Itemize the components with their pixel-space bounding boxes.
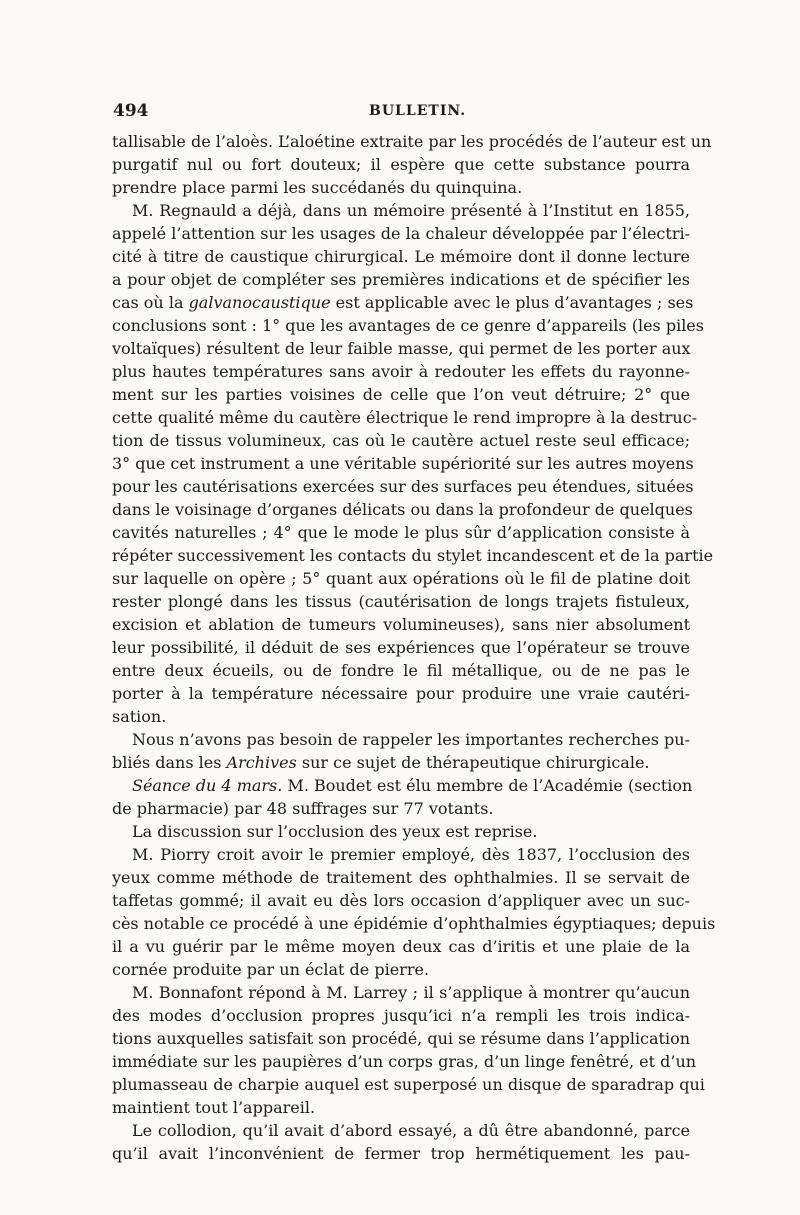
text-line: pour les cautérisations exercées sur des surfaces peu étendues, situées — [112, 477, 694, 496]
text-line: sur laquelle on opère ; 5° quant aux opérations où le fil de platine doit — [112, 569, 690, 588]
text-line: répéter successivement les contacts du stylet incandescent et de la partie — [112, 546, 714, 565]
text-line: cès notable ce procédé à une épidémie d’ophthalmies égyptiaques; depuis — [112, 914, 716, 933]
text-line: cette qualité même du cautère électrique le rend impropre à la destruc- — [112, 408, 698, 427]
text-line: M. Regnauld a déjà, dans un mémoire présenté à l’Institut en 1855, — [132, 201, 690, 220]
text-line: des modes d’occlusion propres jusqu’ici n’a rempli les trois indica- — [112, 1006, 690, 1025]
italic-text: Archives — [226, 753, 297, 772]
text-line: leur possibilité, il déduit de ses expériences que l’opérateur se trouve — [112, 638, 690, 657]
text-line: plumasseau de charpie auquel est superposé un disque de sparadrap qui — [112, 1075, 705, 1094]
text-line: Nous n’avons pas besoin de rappeler les importantes recherches pu- — [132, 730, 690, 749]
text-line: excision et ablation de tumeurs volumineuses), sans nier absolument — [112, 615, 690, 634]
italic-text: Séance du 4 mars. — [132, 776, 283, 795]
text-segment: bliés dans les — [112, 753, 227, 772]
text-line: il a vu guérir par le même moyen deux cas d’iritis et une plaie de la — [112, 937, 690, 956]
text-line: a pour objet de compléter ses premières indications et de spécifier les — [112, 270, 690, 289]
text-line: dans le voisinage d’organes délicats ou dans la profondeur de quelques — [112, 500, 693, 519]
text-line: entre deux écueils, ou de fondre le fil métallique, ou de ne pas le — [112, 661, 690, 680]
text-segment: M. Boudet est élu membre de l’Académie (section — [282, 776, 693, 795]
text-line: La discussion sur l’occlusion des yeux est reprise. — [132, 822, 538, 841]
text-line: voltaïques) résultent de leur faible masse, qui permet de les porter aux — [112, 339, 691, 358]
text-segment: est applicable avec le plus d’avantages ; ses — [330, 293, 694, 312]
text-line: tions auxquelles satisfait son procédé, qui se résume dans l’application — [112, 1029, 691, 1048]
text-line: sation. — [112, 707, 167, 726]
running-title: BULLETIN. — [369, 103, 467, 119]
text-line — [112, 774, 693, 797]
text-line: appelé l’attention sur les usages de la chaleur développée par l’électri- — [112, 224, 690, 243]
page-number: 494 — [113, 101, 149, 121]
text-line: 3° que cet instrument a une véritable supériorité sur les autres moyens — [112, 454, 694, 473]
text-line: prendre place parmi les succédanés du quinquina. — [112, 178, 523, 197]
text-line: purgatif nul ou fort douteux; il espère que cette substance pourra — [112, 155, 690, 174]
text-line: tallisable de l’aloès. L’aloétine extraite par les procédés de l’auteur est un — [112, 132, 712, 151]
text-segment: cas où la — [112, 293, 189, 312]
italic-text: galvanocaustique — [188, 293, 331, 312]
text-line: M. Piorry croit avoir le premier employé, dès 1837, l’occlusion des — [132, 845, 690, 864]
text-line: conclusions sont : 1° que les avantages de ce genre d’appareils (les piles — [112, 316, 704, 335]
page-header — [113, 101, 688, 125]
text-line: cavités naturelles ; 4° que le mode le plus sûr d’application consiste à — [112, 523, 690, 542]
text-line: immédiate sur les paupières d’un corps gras, d’un linge fenêtré, et d’un — [112, 1052, 697, 1071]
text-segment: sur ce sujet de thérapeutique chirurgicale. — [296, 753, 650, 772]
body-text — [112, 130, 716, 1165]
text-line: plus hautes températures sans avoir à redouter les effets du rayonne- — [112, 362, 690, 381]
text-line: M. Bonnafont répond à M. Larrey ; il s’applique à montrer qu’aucun — [132, 983, 690, 1002]
text-line: porter à la température nécessaire pour produire une vraie cautéri- — [112, 684, 690, 703]
text-line: cité à titre de caustique chirurgical. Le mémoire dont il donne lecture — [112, 247, 690, 266]
text-line — [112, 751, 690, 774]
text-line: ment sur les parties voisines de celle que l’on veut détruire; 2° que — [112, 385, 690, 404]
text-line: maintient tout l’appareil. — [112, 1098, 316, 1117]
text-line: yeux comme méthode de traitement des ophthalmies. Il se servait de — [112, 868, 690, 887]
text-line: tion de tissus volumineux, cas où le cautère actuel reste seul efficace; — [112, 431, 690, 450]
text-line — [112, 291, 694, 314]
text-line: rester plongé dans les tissus (cautérisation de longs trajets fistuleux, — [112, 592, 690, 611]
text-line: de pharmacie) par 48 suffrages sur 77 votants. — [112, 799, 494, 818]
text-line: Le collodion, qu’il avait d’abord essayé, a dû être abandonné, parce — [132, 1121, 690, 1140]
text-line: taffetas gommé; il avait eu dès lors occasion d’appliquer avec un suc- — [112, 891, 690, 910]
text-line: cornée produite par un éclat de pierre. — [112, 960, 430, 979]
text-line: qu’il avait l’inconvénient de fermer trop hermétiquement les pau- — [112, 1144, 690, 1163]
